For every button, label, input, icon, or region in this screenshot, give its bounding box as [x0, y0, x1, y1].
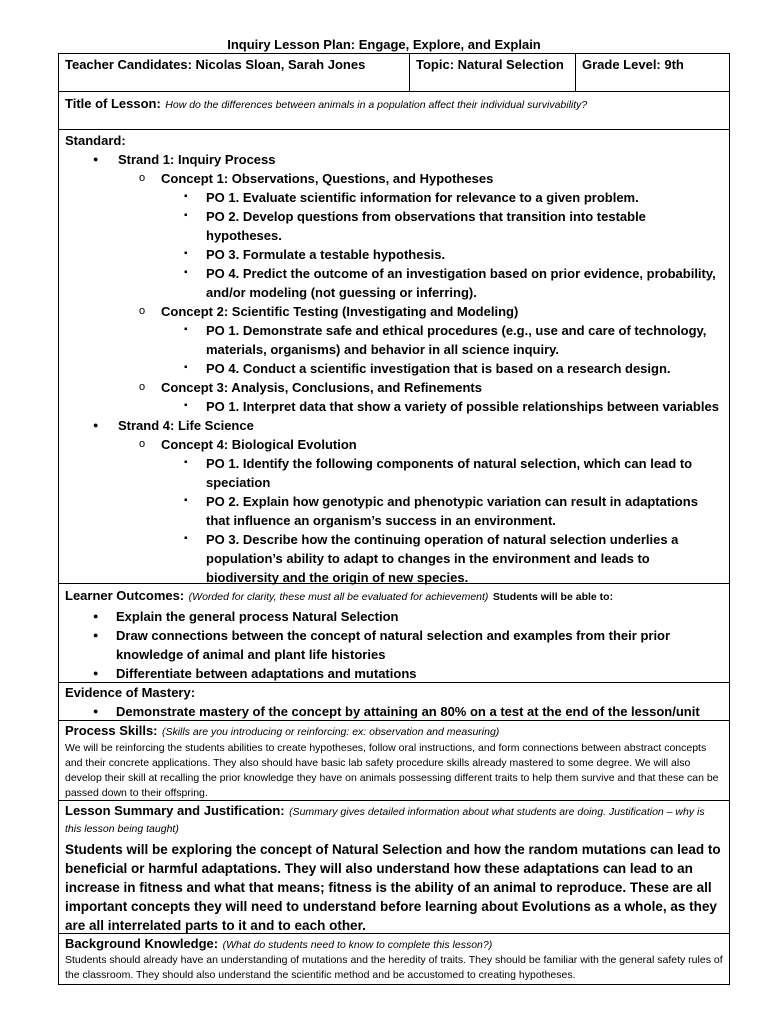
bullet-square-icon: ▪ [184, 191, 188, 202]
learner-outcome-text: Explain the general process Natural Selection [116, 609, 399, 624]
performance-objective-text: PO 1. Demonstrate safe and ethical procedures (e.g., use and care of technology, materials, organisms) and behavior in all science inquiry. [206, 323, 707, 357]
strand-label: Strand 1: Inquiry Process [118, 152, 276, 167]
bullet-filled-icon: ● [93, 611, 99, 621]
evidence-of-mastery-row [59, 683, 729, 721]
bullet-square-icon: ▪ [184, 248, 188, 259]
process-skills-row [59, 721, 729, 801]
bullet-filled-icon: ● [93, 668, 99, 678]
bullet-filled-icon: ● [93, 706, 99, 716]
performance-objective-text: PO 3. Describe how the continuing operation of natural selection underlies a population’s ability to adapt to changes in the environment and leads to biodiversity and the origin of new species. [206, 532, 679, 585]
topic-cell: Topic: Natural Selection [409, 54, 575, 91]
bullet-filled-icon: ● [93, 630, 99, 640]
process-skills-text: We will be reinforcing the students abilities to create hypotheses, follow oral instructions, and form connections between abstract concepts and their concrete applications. They also should have basic lab safety procedure skills already mastered to some degree. We will also develop their skill at recalling the prior knowledge they have on animals possessing different traits to help them survive and that these can be passed down to their offspring. [65, 742, 719, 799]
title-of-lesson-label: Title of Lesson: [65, 96, 161, 111]
document-title: Inquiry Lesson Plan: Engage, Explore, and Explain [227, 37, 541, 52]
header-row [59, 54, 729, 92]
lesson-plan-table [58, 53, 730, 985]
background-knowledge-note: (What do students need to know to complete this lesson?) [222, 939, 493, 951]
performance-objective-item [65, 492, 723, 530]
bullet-square-icon: ▪ [184, 362, 188, 373]
process-skills-label: Process Skills: [65, 723, 158, 738]
concept-label: Concept 2: Scientific Testing (Investigating and Modeling) [161, 304, 519, 319]
bullet-square-icon: ▪ [184, 324, 188, 335]
bullet-square-icon: ▪ [184, 400, 188, 411]
teacher-candidates-cell: Teacher Candidates: Nicolas Sloan, Sarah Jones [65, 57, 366, 72]
title-of-lesson-value: How do the differences between animals in a population affect their individual survivability? [165, 99, 588, 111]
title-of-lesson-row [59, 92, 729, 130]
bullet-square-icon: ▪ [184, 267, 188, 278]
concept-label: Concept 3: Analysis, Conclusions, and Refinements [161, 380, 482, 395]
performance-objective-text: PO 3. Formulate a testable hypothesis. [206, 247, 446, 262]
standard-label: Standard: [65, 133, 126, 148]
lesson-summary-label: Lesson Summary and Justification: [65, 803, 285, 818]
performance-objective-item [65, 397, 723, 416]
bullet-filled-icon: ● [93, 420, 99, 430]
bullet-square-icon: ▪ [184, 210, 188, 221]
bullet-circle-icon: o [139, 172, 146, 184]
concept-item [65, 302, 723, 321]
learner-outcome-item [65, 626, 723, 664]
bullet-circle-icon: o [139, 381, 146, 393]
bullet-filled-icon: ● [93, 154, 99, 164]
performance-objective-text: PO 2. Explain how genotypic and phenotypic variation can result in adaptations that influence an organism’s success in an environment. [206, 494, 698, 528]
strand-label: Strand 4: Life Science [118, 418, 254, 433]
standard-row [59, 130, 729, 584]
learner-outcome-text: Differentiate between adaptations and mutations [116, 666, 417, 681]
performance-objective-item [65, 359, 723, 378]
performance-objective-item [65, 321, 723, 359]
evidence-item [65, 702, 723, 721]
performance-objective-text: PO 2. Develop questions from observations that transition into testable hypotheses. [206, 209, 646, 243]
performance-objective-item [65, 530, 723, 587]
concept-item [65, 169, 723, 188]
background-knowledge-label: Background Knowledge: [65, 936, 219, 951]
performance-objective-item [65, 264, 723, 302]
bullet-square-icon: ▪ [184, 457, 188, 468]
learner-outcomes-label: Learner Outcomes: [65, 588, 185, 603]
concept-label: Concept 1: Observations, Questions, and Hypotheses [161, 171, 494, 186]
process-skills-note: (Skills are you introducing or reinforcing: ex: observation and measuring) [161, 726, 500, 738]
concept-label: Concept 4: Biological Evolution [161, 437, 357, 452]
performance-objective-text: PO 1. Evaluate scientific information for relevance to a given problem. [206, 190, 639, 205]
learner-outcomes-row [59, 584, 729, 683]
concept-item [65, 435, 723, 454]
bullet-circle-icon: o [139, 438, 146, 450]
lesson-summary-row [59, 801, 729, 934]
performance-objective-item [65, 454, 723, 492]
lesson-summary-text: Students will be exploring the concept of Natural Selection and how the random mutations can lead to beneficial or harmful adaptations. They will also understand how these adaptations can lead to an increase in fitness and what that means; fitness is the ability of an animal to reproduce. These are all important concepts they will need to understand before learning about Evolutions as a whole, as they are all interrelated parts to it and to each other. [65, 842, 721, 933]
learner-outcomes-list [65, 607, 723, 683]
performance-objective-item [65, 245, 723, 264]
background-knowledge-text: Students should already have an understanding of mutations and the heredity of traits. They should be familiar with the general safety rules of the classroom. They should also understand the scientific method and be accustomed to creating hypotheses. [65, 954, 723, 981]
performance-objective-text: PO 1. Identify the following components of natural selection, which can lead to speciation [206, 456, 693, 490]
lesson-summary-note: (Summary gives detailed information about what students are doing. Justification – why is this lesson being taught) [65, 806, 705, 835]
performance-objective-item [65, 207, 723, 245]
performance-objective-text: PO 1. Interpret data that show a variety of possible relationships between variables [206, 399, 719, 414]
performance-objective-text: PO 4. Conduct a scientific investigation that is based on a research design. [206, 361, 671, 376]
concept-item [65, 378, 723, 397]
grade-level-cell: Grade Level: 9th [575, 54, 731, 91]
evidence-of-mastery-list [65, 702, 723, 721]
bullet-square-icon: ▪ [184, 533, 188, 544]
background-knowledge-row [59, 934, 729, 986]
bullet-square-icon: ▪ [184, 495, 188, 506]
evidence-of-mastery-label: Evidence of Mastery: [65, 685, 196, 700]
learner-outcome-item [65, 607, 723, 626]
performance-objective-text: PO 4. Predict the outcome of an investigation based on prior evidence, probability, and/or modeling (not guessing or inferring). [206, 266, 716, 300]
performance-objective-item [65, 188, 723, 207]
learner-outcome-text: Draw connections between the concept of natural selection and examples from their prior knowledge of animal and plant life histories [116, 628, 671, 662]
learner-outcomes-note: (Worded for clarity, these must all be evaluated for achievement) [188, 591, 489, 603]
evidence-text: Demonstrate mastery of the concept by attaining an 80% on a test at the end of the lesson/unit [116, 704, 700, 719]
bullet-circle-icon: o [139, 305, 146, 317]
strand-item [65, 150, 723, 169]
standard-list [65, 150, 723, 587]
strand-item [65, 416, 723, 435]
learner-outcomes-lead: Students will be able to: [492, 591, 614, 603]
learner-outcome-item [65, 664, 723, 683]
